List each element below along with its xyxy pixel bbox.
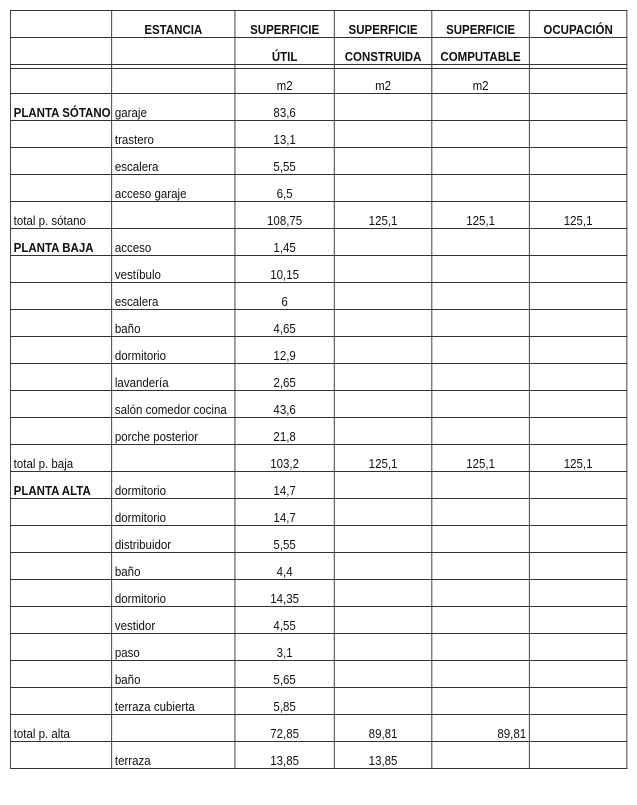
total-row-alta [10, 715, 626, 742]
room-util: 13,85 [235, 742, 334, 769]
room-util: 14,7 [235, 472, 334, 499]
total-computable: 125,1 [432, 445, 530, 472]
room-name: porche posterior [112, 418, 235, 445]
room-name: vestíbulo [112, 256, 235, 283]
section-label-sotano: PLANTA SÓTANO [10, 94, 111, 121]
total-ocupacion: 125,1 [529, 202, 627, 229]
table-row [10, 553, 626, 580]
table-row [10, 364, 626, 391]
header-util-2: ÚTIL [235, 38, 334, 65]
table-row [10, 391, 626, 418]
header-computable-1: SUPERFICIE [432, 11, 530, 38]
room-name: dormitorio [112, 472, 235, 499]
total-ocupacion: 125,1 [529, 445, 627, 472]
table-row [10, 580, 626, 607]
total-label: total p. baja [10, 445, 111, 472]
unit-row [10, 69, 626, 94]
header-construida-2: CONSTRUIDA [334, 38, 432, 65]
room-name: vestidor [112, 607, 235, 634]
room-util: 5,55 [235, 148, 334, 175]
total-util: 108,75 [235, 202, 334, 229]
total-row-baja [10, 445, 626, 472]
table-row [10, 526, 626, 553]
room-name: baño [112, 310, 235, 337]
room-util: 4,4 [235, 553, 334, 580]
room-name: garaje [112, 94, 235, 121]
header-construida-1: SUPERFICIE [334, 11, 432, 38]
total-computable: 89,81 [432, 715, 530, 742]
room-name: dormitorio [112, 580, 235, 607]
room-util: 5,55 [235, 526, 334, 553]
total-row-sotano [10, 202, 626, 229]
room-util: 2,65 [235, 364, 334, 391]
total-label: total p. sótano [10, 202, 111, 229]
table-row [10, 742, 626, 769]
room-util: 10,15 [235, 256, 334, 283]
header-row-1 [10, 11, 626, 38]
table-row [10, 634, 626, 661]
room-name: salón comedor cocina [112, 391, 235, 418]
table-row [10, 661, 626, 688]
total-util: 103,2 [235, 445, 334, 472]
table-row [10, 94, 626, 121]
surface-table-sheet [10, 10, 617, 769]
total-util: 72,85 [235, 715, 334, 742]
table-row [10, 283, 626, 310]
room-util: 14,35 [235, 580, 334, 607]
header-planta [10, 11, 111, 38]
section-label-alta: PLANTA ALTA [10, 472, 111, 499]
total-construida: 89,81 [334, 715, 432, 742]
unit-util: m2 [235, 69, 334, 94]
total-ocupacion [529, 715, 627, 742]
table-row [10, 229, 626, 256]
header-estancia: ESTANCIA [112, 11, 235, 38]
table-row [10, 472, 626, 499]
table-row [10, 607, 626, 634]
room-util: 4,65 [235, 310, 334, 337]
room-name: terraza [112, 742, 235, 769]
room-util: 12,9 [235, 337, 334, 364]
total-construida: 125,1 [334, 202, 432, 229]
room-name: escalera [112, 148, 235, 175]
room-util: 5,85 [235, 688, 334, 715]
table-row [10, 148, 626, 175]
table-row [10, 256, 626, 283]
header-row-2 [10, 38, 626, 65]
table-row [10, 418, 626, 445]
table-row [10, 499, 626, 526]
room-name: trastero [112, 121, 235, 148]
room-util: 6,5 [235, 175, 334, 202]
header-util-1: SUPERFICIE [235, 11, 334, 38]
room-util: 43,6 [235, 391, 334, 418]
room-util: 21,8 [235, 418, 334, 445]
room-util: 13,1 [235, 121, 334, 148]
room-name: acceso [112, 229, 235, 256]
room-util: 6 [235, 283, 334, 310]
room-name: dormitorio [112, 499, 235, 526]
room-name: terraza cubierta [112, 688, 235, 715]
table-row [10, 310, 626, 337]
section-label-baja: PLANTA BAJA [10, 229, 111, 256]
room-name: distribuidor [112, 526, 235, 553]
room-name: acceso garaje [112, 175, 235, 202]
room-name: baño [112, 661, 235, 688]
room-name: lavandería [112, 364, 235, 391]
unit-construida: m2 [334, 69, 432, 94]
room-name: baño [112, 553, 235, 580]
header-ocupacion: OCUPACIÓN [529, 11, 627, 38]
total-construida: 125,1 [334, 445, 432, 472]
table-row [10, 175, 626, 202]
room-util: 83,6 [235, 94, 334, 121]
header-computable-2: COMPUTABLE [432, 38, 530, 65]
table-row [10, 688, 626, 715]
room-util: 1,45 [235, 229, 334, 256]
room-util: 4,55 [235, 607, 334, 634]
room-util: 5,65 [235, 661, 334, 688]
total-computable: 125,1 [432, 202, 530, 229]
room-name: dormitorio [112, 337, 235, 364]
room-util: 3,1 [235, 634, 334, 661]
table-row [10, 121, 626, 148]
table-row [10, 337, 626, 364]
room-util: 14,7 [235, 499, 334, 526]
total-label: total p. alta [10, 715, 111, 742]
room-name: escalera [112, 283, 235, 310]
unit-computable: m2 [432, 69, 530, 94]
room-name: paso [112, 634, 235, 661]
room-construida: 13,85 [334, 742, 432, 769]
surface-table [10, 10, 627, 769]
